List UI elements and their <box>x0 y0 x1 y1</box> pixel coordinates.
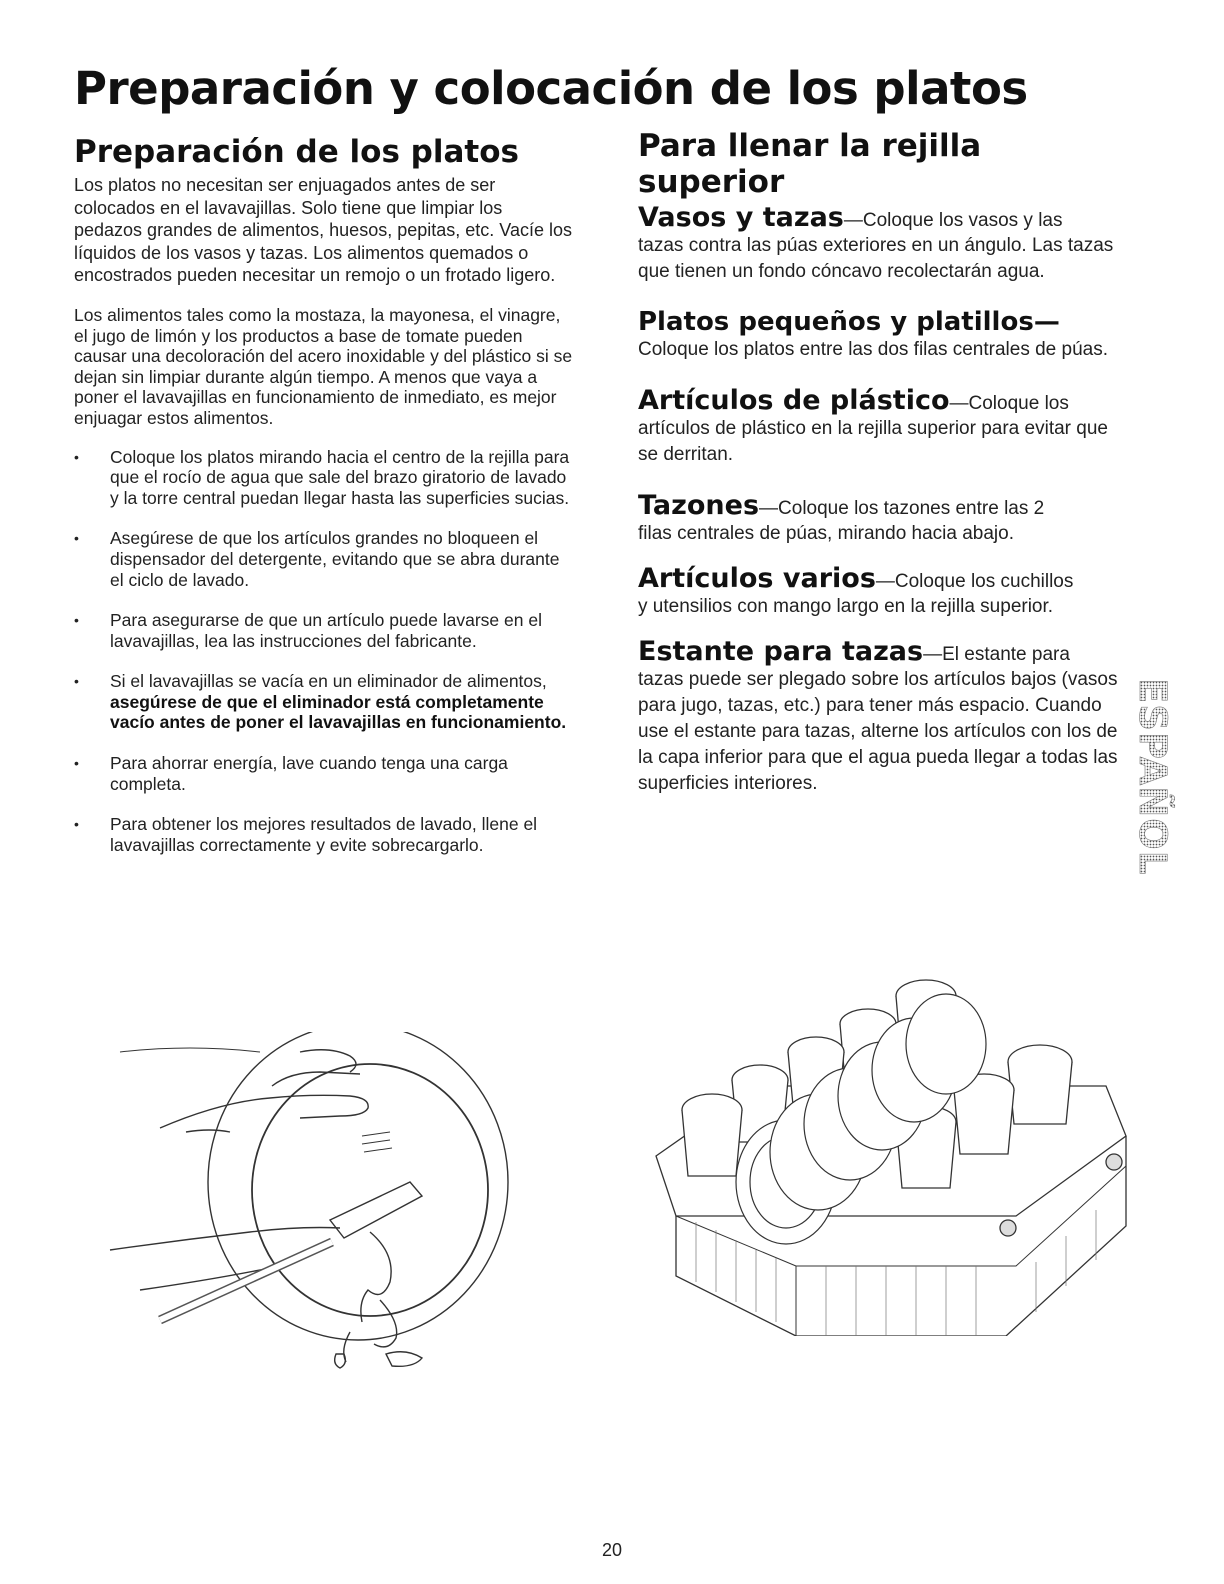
upper-rack-illustration <box>636 966 1136 1336</box>
bullet-icon: • <box>74 612 79 629</box>
left-heading: Preparación de los platos <box>74 134 519 170</box>
scraping-plate-illustration <box>100 1032 540 1372</box>
language-tab <box>1128 664 1180 914</box>
section-platos: Platos pequeños y platillos— Coloque los platos entre las dos filas centrales de púas. <box>638 307 1124 363</box>
section-body: y utensilios con mango largo en la rejilla superior. <box>638 596 1054 617</box>
page-number: 20 <box>601 1540 623 1560</box>
section-title: Estante para tazas <box>638 636 924 667</box>
warning-text: asegúrese de que el eliminador está completamente vacío antes de poner el lavavajillas en funcionamiento. <box>110 691 567 733</box>
intro-paragraph: Los platos no necesitan ser enjuagados antes de ser colocados en el lavavajillas. Solo tiene que limpiar los pedazos grandes de alimentos, huesos, pepitas, etc. Vacíe los líquidos de los vasos y tazas. Los alimentos quemados o encostrados pueden necesitar un remojo o un frotado ligero. <box>74 175 572 286</box>
list-item: • Para ahorrar energía, lave cuando tenga una carga completa. <box>74 753 508 794</box>
list-item: • Asegúrese de que los artículos grandes no bloqueen el dispensador del detergente, evitando que se abra durante el ciclo de lavado. <box>74 528 560 590</box>
list-item: • Si el lavavajillas se vacía en un eliminador de alimentos, asegúrese de que el eliminador está completamente vacío antes de poner el lavavajillas en funcionamiento. <box>74 671 567 733</box>
list-item: • Coloque los platos mirando hacia el centro de la rejilla para que el rocío de agua que sale del brazo giratorio de lavado y la torre central puedan llegar hasta las superficies sucias. <box>74 446 570 508</box>
right-heading: Para llenar la rejilla superior <box>638 128 982 200</box>
page-title: Preparación y colocación de los platos <box>74 62 1028 115</box>
section-title: Vasos y tazas <box>638 202 844 233</box>
section-title: Tazones <box>638 490 760 521</box>
bullet-icon: • <box>74 530 79 547</box>
bullet-icon: • <box>74 755 79 772</box>
list-item: • Para asegurarse de que un artículo puede lavarse en el lavavajillas, lea las instrucciones del fabricante. <box>74 610 542 651</box>
section-title: Artículos varios <box>638 563 876 594</box>
language-tab-label: ESPAÑOL <box>1131 678 1174 876</box>
section-title: Platos pequeños y platillos <box>638 307 1034 337</box>
section-varios: Artículos varios—Coloque los cuchillos y utensilios con mango largo en la rejilla superior. <box>638 563 1124 620</box>
section-body: tazas puede ser plegado sobre los artículos bajos (vasos para jugo, tazas, etc.) para tener más espacio. Cuando use el estante para tazas, alterne los artículos con los de la capa inferior para que el agua pueda llegar a todas las superficies interiores. <box>638 669 1118 794</box>
bullet-icon: • <box>74 673 79 690</box>
tips-list <box>74 447 574 856</box>
section-body: artículos de plástico en la rejilla superior para evitar que se derritan. <box>638 418 1108 465</box>
section-body: tazas contra las púas exteriores en un ángulo. Las tazas que tienen un fondo cóncavo recolectarán agua. <box>638 235 1114 282</box>
section-body: Coloque los platos entre las dos filas centrales de púas. <box>638 339 1108 360</box>
section-estante: Estante para tazas—El estante para tazas puede ser plegado sobre los artículos bajos (vasos para jugo, tazas, etc.) para tener más espacio. Cuando use el estante para tazas, alterne los artículos con los de la capa inferior para que el agua pueda llegar a todas las superficies interiores. <box>638 636 1124 797</box>
section-title: Artículos de plástico <box>638 385 950 416</box>
left-column <box>74 134 574 875</box>
note-paragraph: Los alimentos tales como la mostaza, la mayonesa, el vinagre, el jugo de limón y los productos a base de tomate pueden causar una decoloración del acero inoxidable y del plástico si se dejan sin limpiar durante algún tiempo. A menos que vaya a poner el lavavajillas en funcionamiento de inmediato, es mejor enjuagar estos alimentos. <box>74 304 573 428</box>
bullet-icon: • <box>74 816 79 833</box>
bullet-icon: • <box>74 448 79 465</box>
section-plastico: Artículos de plástico—Coloque los artículos de plástico en la rejilla superior para evitar que se derritan. <box>638 385 1124 468</box>
section-tazones: Tazones—Coloque los tazones entre las 2 filas centrales de púas, mirando hacia abajo. <box>638 490 1124 547</box>
section-body: filas centrales de púas, mirando hacia abajo. <box>638 523 1015 544</box>
right-column <box>638 128 1124 797</box>
list-item: • Para obtener los mejores resultados de lavado, llene el lavavajillas correctamente y evite sobrecargarlo. <box>74 814 538 855</box>
section-vasos: Vasos y tazas—Coloque los vasos y las tazas contra las púas exteriores en un ángulo. Las tazas que tienen un fondo cóncavo recolectarán agua. <box>638 202 1124 285</box>
